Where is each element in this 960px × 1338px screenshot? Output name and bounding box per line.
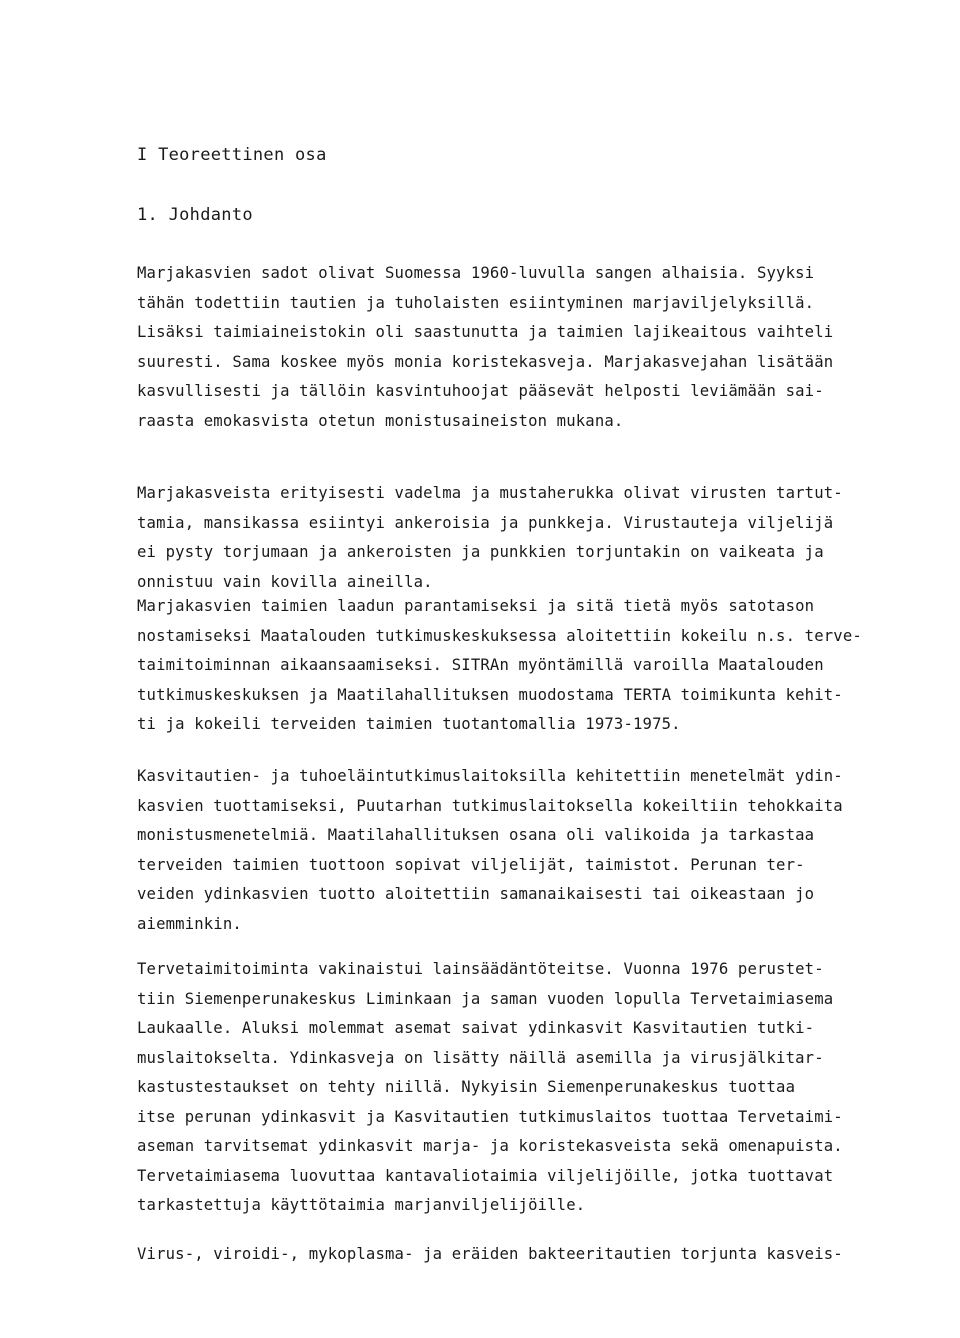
text-line: suuresti. Sama koskee myös monia koristekasveja. Marjakasvejahan lisätään [137, 352, 834, 371]
paragraph-2 [137, 479, 877, 597]
paragraph-1 [137, 259, 877, 436]
text-line: veiden ydinkasvien tuotto aloitettiin samanaikaisesti tai oikeastaan jo [137, 885, 815, 903]
text-line: Marjakasvien sadot olivat Suomessa 1960-luvulla sangen alhaisia. Syyksi [137, 264, 815, 282]
text-line: Marjakasveista erityisesti vadelma ja mustaherukka olivat virusten tartut- [137, 484, 843, 502]
text-line: tarkastettuja käyttötaimia marjanviljelijöille. [137, 1196, 586, 1214]
text-line: ti ja kokeili terveiden taimien tuotantomallia 1973-1975. [137, 715, 681, 733]
paragraph-3 [137, 592, 877, 740]
text-line: muslaitokselta. Ydinkasveja on lisätty näillä asemilla ja virusjälkitar- [137, 1048, 824, 1067]
text-line: terveiden taimien tuottoon sopivat viljelijät, taimistot. Perunan ter- [137, 855, 805, 874]
text-line: Marjakasvien taimien laadun parantamiseksi ja sitä tietä myös satotason [137, 597, 815, 615]
text-line: Laukaalle. Aluksi molemmat asemat saivat ydinkasvit Kasvitautien tutki- [137, 1019, 815, 1037]
paragraph-6 [137, 1240, 877, 1270]
text-line: itse perunan ydinkasvit ja Kasvitautien tutkimuslaitos tuottaa Tervetaimi- [137, 1107, 843, 1126]
text-line: aiemminkin. [137, 914, 242, 933]
text-line: raasta emokasvista otetun monistusaineiston mukana. [137, 411, 624, 430]
paragraph-5 [137, 955, 877, 1221]
text-line: kasvien tuottamiseksi, Puutarhan tutkimuslaitoksella kokeiltiin tehokkaita [137, 796, 843, 815]
text-line: onnistuu vain kovilla aineilla. [137, 572, 433, 591]
text-line: nostamiseksi Maatalouden tutkimuskeskuksessa aloitettiin kokeilu n.s. terve- [137, 626, 862, 645]
part-heading: I Teoreettinen osa [137, 145, 327, 165]
text-line: tutkimuskeskuksen ja Maatilahallituksen muodostama TERTA toimikunta kehit- [137, 685, 843, 704]
text-line: Virus-, viroidi-, mykoplasma- ja eräiden bakteeritautien torjunta kasveis- [137, 1245, 843, 1263]
text-line: tähän todettiin tautien ja tuholaisten esiintyminen marjaviljelyksillä. [137, 293, 815, 312]
text-line: aseman tarvitsemat ydinkasvit marja- ja koristekasveista sekä omenapuista. [137, 1137, 843, 1155]
text-line: Kasvitautien- ja tuhoeläintutkimuslaitoksilla kehitettiin menetelmät ydin- [137, 767, 843, 785]
text-line: taimitoiminnan aikaansaamiseksi. SITRAn myöntämillä varoilla Maatalouden [137, 656, 824, 674]
text-line: ei pysty torjumaan ja ankeroisten ja punkkien torjuntakin on vaikeata ja [137, 543, 824, 561]
text-line: Tervetaimitoiminta vakinaistui lainsäädäntöteitse. Vuonna 1976 perustet- [137, 960, 824, 978]
text-line: monistusmenetelmiä. Maatilahallituksen osana oli valikoida ja tarkastaa [137, 826, 815, 844]
text-line: Tervetaimiasema luovuttaa kantavaliotaimia viljelijöille, jotka tuottavat [137, 1166, 834, 1185]
text-line: kastustestaukset on tehty niillä. Nykyisin Siemenperunakeskus tuottaa [137, 1078, 796, 1096]
text-line: tamia, mansikassa esiintyi ankeroisia ja punkkeja. Virustauteja viljelijä [137, 513, 834, 532]
text-line: Lisäksi taimiaineistokin oli saastunutta ja taimien lajikeaitous vaihteli [137, 323, 834, 341]
text-line: kasvullisesti ja tällöin kasvintuhoojat pääsevät helposti leviämään sai- [137, 382, 824, 400]
chapter-heading: 1. Johdanto [137, 205, 253, 225]
text-line: tiin Siemenperunakeskus Liminkaan ja saman vuoden lopulla Tervetaimiasema [137, 989, 834, 1008]
paragraph-4 [137, 762, 877, 939]
